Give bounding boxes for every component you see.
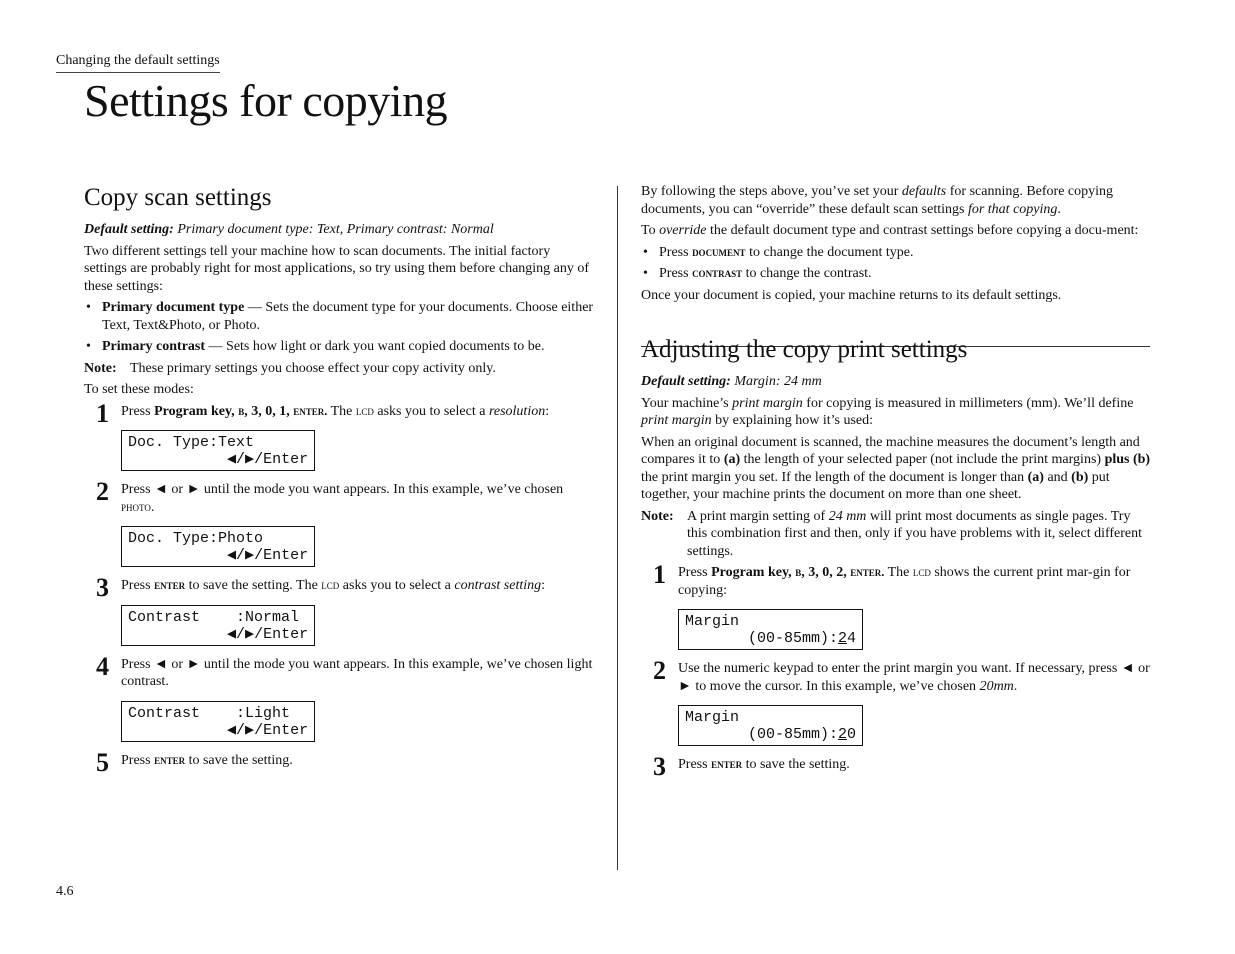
lcd-line: Contrast :Normal <box>128 608 300 626</box>
note-text: These primary settings you choose effect your copy activity only. <box>130 360 496 376</box>
bullet-item <box>641 244 1151 262</box>
step-text: asks you to select a <box>373 403 489 419</box>
lcd-line: ◀/▶/Enter <box>128 547 309 564</box>
lcd-line: Doc. Type:Text <box>128 434 255 451</box>
text: Your machine’s <box>641 395 733 411</box>
lcd-line: Margin <box>685 613 740 630</box>
step-text: Press <box>121 752 155 768</box>
step-number: 2 <box>653 656 666 685</box>
emphasis: defaults <box>901 184 947 199</box>
lcd-display <box>678 705 863 746</box>
bullet-term: Primary contrast <box>102 339 206 354</box>
page-number: 4.6 <box>56 884 74 899</box>
emphasis: print margin <box>732 395 803 411</box>
key-sequence: , 3, 0, 2, <box>801 565 851 580</box>
bullet-item <box>84 338 596 356</box>
text: and <box>1043 469 1072 485</box>
bullet-item <box>641 265 1151 283</box>
emphasis: (a) <box>723 452 741 467</box>
text: for copying is measured in millimeters (mm). We’ll define <box>802 395 1134 411</box>
bullet-text: — Sets the document type for your documents. Choose either Text, Text&Photo, or Photo. <box>102 300 594 333</box>
note <box>641 508 1151 561</box>
key-sequence: , 3, 0, 1, <box>244 403 294 419</box>
step-2 <box>84 477 596 516</box>
intro-paragraph: Two different settings tell your machine how to scan documents. The initial factory settings are probably right for most applications, so try using them before changing any of these settings: <box>84 243 590 294</box>
running-head: Changing the default settings <box>56 53 220 73</box>
step-2 <box>641 656 1151 695</box>
text: the default document type and contrast settings before copying a docu-ment: <box>706 223 1139 238</box>
step-number: 5 <box>96 747 109 777</box>
right-column <box>641 183 1151 781</box>
key-name: b <box>238 403 245 418</box>
lcd-line: (00-85mm): <box>685 726 839 743</box>
override-paragraph <box>641 222 1151 240</box>
key-name: document <box>692 244 746 259</box>
text: will print most documents as single pages. Try this combination first and then, only if you have problems with it, select different settings. <box>687 508 1143 559</box>
lcd-display <box>121 430 315 471</box>
step-4 <box>84 651 596 691</box>
step-text: Press <box>121 403 155 419</box>
section-heading-copy-scan: Copy scan settings <box>84 184 272 211</box>
lcd-line: ◀/▶/Enter <box>128 721 309 739</box>
step-text: The <box>327 403 356 419</box>
step-text: Press <box>121 578 155 593</box>
note-label: Note: <box>641 508 674 524</box>
key-name: b <box>795 565 802 579</box>
text: the length of your selected paper (not include the print margins) <box>740 452 1105 467</box>
lcd-digit: 4 <box>847 630 857 647</box>
key-name: enter <box>711 757 743 771</box>
step-text: to save the setting. <box>185 752 293 768</box>
emphasis: override <box>659 223 707 238</box>
text: to change the document type. <box>745 244 914 260</box>
default-label: Default setting: <box>641 374 731 389</box>
default-value: Margin: 24 mm <box>730 374 822 389</box>
step-text: to save the setting. <box>742 757 850 772</box>
text: By following the steps above, you’ve set your <box>641 184 902 199</box>
lcd-line: Contrast :Light <box>128 704 291 722</box>
emphasis: (b) <box>1071 469 1089 485</box>
text: the print margin you set. If the length of the document is longer than <box>641 469 1028 485</box>
lcd-cursor: 2 <box>838 726 848 743</box>
text: to change the contrast. <box>742 266 872 281</box>
step-number: 2 <box>96 477 109 506</box>
emphasis: (a) <box>1027 469 1044 485</box>
step-text: shows the current print mar-gin for copying: <box>678 565 1131 598</box>
step-text: . <box>150 499 155 515</box>
step-number: 3 <box>96 573 109 602</box>
lcd-line: Margin <box>685 709 740 726</box>
override-intro <box>641 183 1151 218</box>
lcd-line: ◀/▶/Enter <box>128 451 309 468</box>
step-text: Use the numeric keypad to enter the print margin you want. If necessary, press ◄ or ► to move the cursor. In this example, we’ve chosen <box>678 661 1150 694</box>
step-text: Press ◄ or ► until the mode you want appears. In this example, we’ve chosen light contrast. <box>121 656 593 689</box>
text: When an original document is scanned, the machine measures the document’s length and compares it to <box>641 434 1140 467</box>
page-title: Settings for copying <box>84 75 448 126</box>
text: To <box>641 223 660 238</box>
margin-definition <box>641 395 1151 430</box>
column-divider <box>617 186 618 870</box>
step-text: The <box>884 565 913 580</box>
returns-default-text: Once your document is copied, your machine returns to its default settings. <box>641 287 1062 303</box>
step-emphasis: 20mm <box>979 678 1014 694</box>
key-name: enter <box>154 578 186 592</box>
step-1 <box>641 560 1151 599</box>
note <box>84 360 596 378</box>
emphasis: plus (b) <box>1104 452 1151 467</box>
lcd-abbr: lcd <box>912 565 931 579</box>
text: put together, your machine prints the document on more than one sheet. <box>641 469 1110 502</box>
step-5 <box>84 747 596 777</box>
section-heading-print-settings: Adjusting the copy print settings <box>641 336 968 363</box>
key-name: Program key, <box>711 565 796 580</box>
default-value: Primary document type: Text, Primary contrast: Normal <box>173 222 494 237</box>
bullet-item <box>84 299 596 334</box>
step-text: Press ◄ or ► until the mode you want appears. In this example, we’ve chosen <box>121 482 564 497</box>
step-1 <box>84 398 596 428</box>
step-text: : <box>541 578 546 593</box>
mode-name: photo <box>121 499 151 514</box>
text: A print margin setting of <box>687 508 829 524</box>
key-name: Program key, <box>154 403 239 419</box>
lcd-line: (00-85mm): <box>685 630 839 647</box>
text: . <box>1057 201 1061 217</box>
lcd-cursor: 2 <box>838 630 848 647</box>
lcd-display <box>121 605 315 646</box>
note-label: Note: <box>84 360 117 376</box>
emphasis: print margin <box>641 413 712 428</box>
step-text: asks you to select a <box>339 578 455 593</box>
bullet-term: Primary document type <box>102 300 245 315</box>
lcd-abbr: lcd <box>321 578 340 592</box>
step-text: Press <box>678 757 712 772</box>
step-number: 1 <box>96 398 109 428</box>
step-text: to save the setting. The <box>185 578 322 593</box>
text: by explaining how it’s used: <box>711 413 874 428</box>
margin-explanation <box>641 434 1151 504</box>
lcd-display <box>121 526 315 567</box>
text: Press <box>659 244 693 260</box>
key-name: contrast <box>692 266 743 280</box>
step-text: Press <box>678 565 712 580</box>
default-setting <box>641 373 1151 391</box>
step-number: 3 <box>653 752 666 781</box>
emphasis: 24 mm <box>828 508 867 524</box>
step-emphasis: contrast setting <box>454 578 542 593</box>
default-label: Default setting: <box>84 222 174 237</box>
lcd-display <box>121 701 315 742</box>
lcd-display <box>678 609 863 650</box>
step-3 <box>641 752 1151 781</box>
key-name: enter. <box>850 565 885 579</box>
bullet-text: — Sets how light or dark you want copied documents to be. <box>205 339 545 354</box>
lcd-line: ◀/▶/Enter <box>128 625 309 643</box>
to-set-text: To set these modes: <box>84 382 194 397</box>
text: Press <box>659 266 693 281</box>
text: for scanning. Before copying documents, you can “override” these default scan settings <box>641 184 1114 217</box>
step-3 <box>84 573 596 602</box>
step-text: . <box>1013 678 1018 694</box>
key-name: enter <box>154 752 186 767</box>
step-emphasis: resolution <box>488 403 546 419</box>
emphasis: for that copying <box>967 201 1058 217</box>
step-number: 1 <box>653 560 666 589</box>
key-name: enter. <box>293 403 328 418</box>
lcd-line: Doc. Type:Photo <box>128 530 264 547</box>
lcd-abbr: lcd <box>355 403 374 418</box>
step-text: : <box>545 403 550 419</box>
lcd-digit: 0 <box>847 726 857 743</box>
step-number: 4 <box>96 651 109 681</box>
left-column <box>84 183 596 777</box>
default-setting <box>84 221 596 239</box>
